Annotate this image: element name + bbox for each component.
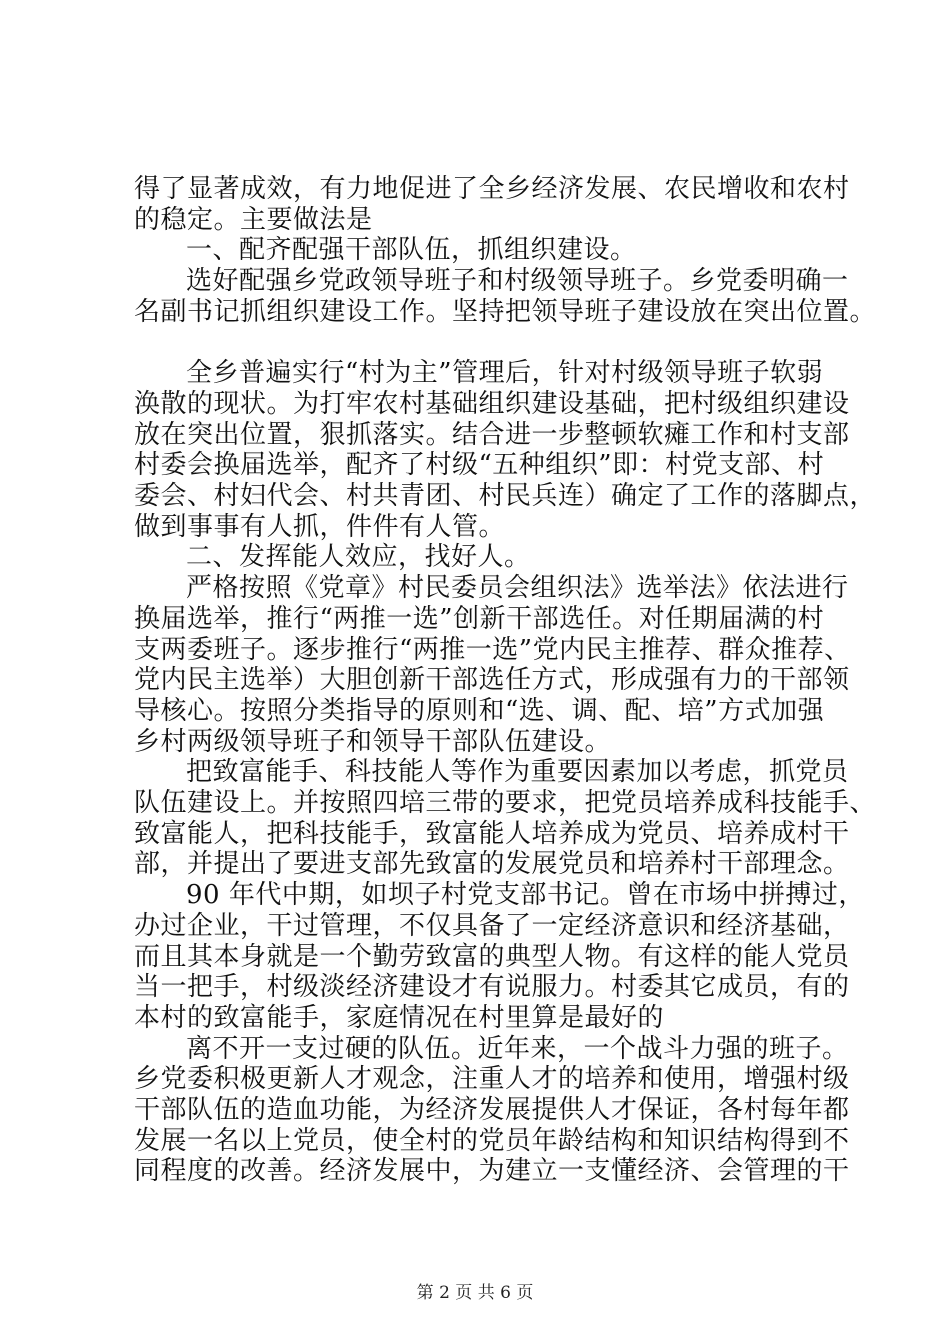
- text-line: 本村的致富能手，家庭情况在村里算是最好的: [134, 1002, 665, 1033]
- text-line: 部，并提出了要进支部先致富的发展党员和培养村干部理念。: [134, 849, 850, 880]
- text-line: 的稳定。主要做法是: [134, 204, 373, 235]
- text-line: 同程度的改善。经济发展中，为建立一支懂经济、会管理的干: [134, 1156, 850, 1187]
- text-line: 而且其本身就是一个勤劳致富的典型人物。有这样的能人党员: [134, 941, 850, 972]
- text-line: 党内民主选举）大胆创新干部选任方式，形成强有力的干部领: [134, 665, 850, 696]
- page-footer: 第 2 页 共 6 页: [416, 1283, 534, 1303]
- text-line: 乡村两级领导班子和领导干部队伍建设。: [134, 726, 612, 757]
- text-line: 发展一名以上党员，使全村的党员年龄结构和知识结构得到不: [134, 1125, 850, 1156]
- text-line: 当一把手，村级淡经济建设才有说服力。村委其它成员，有的: [134, 972, 850, 1003]
- text-line: 放在突出位置，狠抓落实。结合进一步整顿软瘫工作和村支部: [134, 419, 850, 450]
- text-line: 委会、村妇代会、村共青团、村民兵连）确定了工作的落脚点，: [134, 481, 877, 512]
- text-line: 导核心。按照分类指导的原则和“选、调、配、培”方式加强: [134, 695, 825, 726]
- text-line: 涣散的现状。为打牢农村基础组织建设基础，把村级组织建设: [134, 388, 850, 419]
- text-line: 90 年代中期，如坝子村党支部书记。曾在市场中拼搏过，: [186, 880, 865, 911]
- text-line: 干部队伍的造血功能，为经济发展提供人才保证，各村每年都: [134, 1095, 850, 1126]
- text-line: 离不开一支过硬的队伍。近年来，一个战斗力强的班子。: [186, 1033, 849, 1064]
- text-line: 换届选举，推行“两推一选”创新干部选任。对任期届满的村: [134, 603, 825, 634]
- text-line: 选好配强乡党政领导班子和村级领导班子。乡党委明确一: [186, 266, 849, 297]
- text-line: 致富能人，把科技能手，致富能人培养成为党员、培养成村干: [134, 818, 850, 849]
- text-line: 乡党委积极更新人才观念，注重人才的培养和使用，增强村级: [134, 1064, 850, 1095]
- document-body: [134, 174, 877, 1187]
- blank-line: [134, 328, 834, 359]
- text-line: 把致富能手、科技能人等作为重要因素加以考虑，抓党员: [186, 757, 849, 788]
- text-line: 全乡普遍实行“村为主”管理后，针对村级领导班子软弱: [186, 358, 824, 389]
- text-line: 做到事事有人抓，件件有人管。: [134, 511, 506, 542]
- text-line: 一、配齐配强干部队伍，抓组织建设。: [186, 235, 637, 266]
- text-line: 队伍建设上。并按照四培三带的要求，把党员培养成科技能手、: [134, 788, 877, 819]
- text-line: 村委会换届选举，配齐了村级“五种组织”即：村党支部、村: [134, 450, 825, 481]
- text-line: 名副书记抓组织建设工作。坚持把领导班子建设放在突出位置。: [134, 296, 877, 327]
- text-line: 得了显著成效，有力地促进了全乡经济发展、农民增收和农村: [134, 174, 850, 204]
- text-line: 二、发挥能人效应，找好人。: [186, 542, 531, 573]
- text-line: 支两委班子。逐步推行“两推一选”党内民主推荐、群众推荐、: [134, 634, 851, 665]
- text-line: 办过企业，干过管理，不仅具备了一定经济意识和经济基础，: [134, 910, 850, 941]
- text-line: 严格按照《党章》村民委员会组织法》选举法》依法进行: [186, 573, 849, 604]
